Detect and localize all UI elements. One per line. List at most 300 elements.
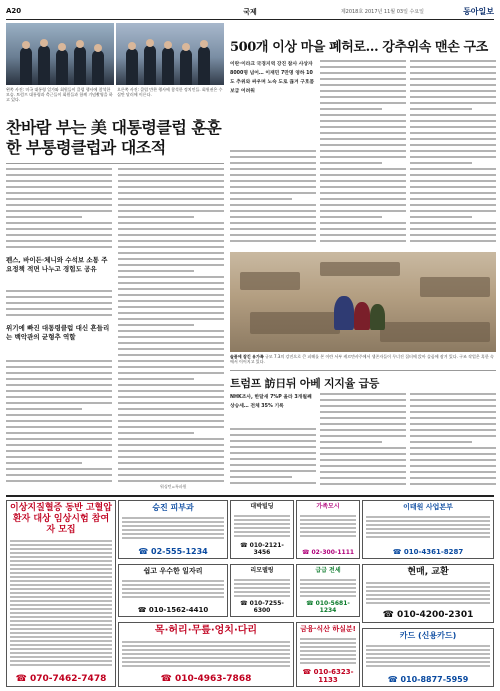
ad-fine-print — [366, 598, 490, 600]
ad-fine-print — [122, 580, 224, 582]
text-line — [230, 440, 316, 442]
ad-fine-print — [234, 535, 290, 537]
ad-phone: ☎ 010-4963-7868 — [160, 674, 252, 684]
text-line — [410, 483, 496, 485]
ad-fine-print — [234, 587, 290, 589]
ad-fine-print — [366, 532, 490, 534]
ad-title: 금융·식산 하실분! — [300, 625, 356, 633]
text-line — [6, 234, 112, 236]
text-line — [6, 198, 112, 200]
ad-fine-print — [122, 529, 224, 531]
text-line — [320, 198, 406, 200]
ad-fine-print — [366, 520, 490, 522]
photo-presidents-club — [6, 23, 114, 85]
ad-fine-print — [122, 649, 290, 651]
ad-fine-print — [10, 608, 112, 610]
text-line — [118, 336, 224, 338]
text-line — [230, 482, 316, 484]
ad-title: 급급 전세 — [315, 567, 341, 574]
ad-fine-print — [300, 531, 356, 533]
text-line — [410, 234, 496, 236]
text-line — [410, 453, 496, 455]
second-body-col-3 — [410, 393, 496, 490]
text-line — [118, 360, 224, 362]
text-line — [118, 204, 224, 206]
text-line — [118, 444, 224, 446]
ad-fine-print — [10, 664, 112, 666]
text-line — [118, 408, 224, 410]
text-line — [230, 180, 316, 182]
text-line — [320, 210, 406, 212]
text-line — [410, 204, 496, 206]
text-line — [6, 480, 112, 482]
ad-phone: ☎ 010-7255-6300 — [240, 600, 284, 614]
text-line — [230, 458, 316, 460]
text-line — [118, 282, 224, 284]
ad-fine-print — [234, 515, 290, 517]
text-line — [320, 114, 406, 116]
text-line — [320, 453, 406, 455]
text-line — [118, 264, 224, 266]
ad-fine-print — [122, 588, 224, 590]
text-line — [320, 168, 406, 170]
text-line — [410, 60, 496, 62]
text-line — [230, 446, 316, 448]
text-line — [320, 234, 406, 236]
ad-fine-print — [122, 537, 224, 539]
text-line — [320, 465, 406, 467]
text-line — [410, 90, 496, 92]
text-line — [320, 162, 382, 164]
ad-fine-print — [10, 596, 112, 598]
ad-fine-print — [10, 592, 112, 594]
newspaper-logo: 동아일보 — [463, 6, 494, 16]
text-line — [118, 294, 224, 296]
ad-fine-print — [10, 548, 112, 550]
text-line — [6, 450, 112, 452]
ad-box — [118, 622, 294, 687]
ad-phone: ☎ 02-300-1111 — [301, 549, 355, 556]
text-line — [410, 102, 496, 104]
ad-fine-print — [10, 636, 112, 638]
text-line — [6, 384, 112, 386]
text-line — [6, 444, 112, 446]
text-line — [230, 464, 316, 466]
ad-fine-print — [122, 657, 290, 659]
ad-fine-print — [300, 583, 356, 585]
text-line — [118, 228, 224, 230]
text-line — [320, 405, 406, 407]
text-line — [118, 312, 224, 314]
text-line — [6, 438, 112, 440]
text-line — [320, 477, 406, 479]
text-line — [118, 384, 224, 386]
text-line — [118, 180, 224, 182]
ad-fine-print — [366, 602, 490, 604]
text-line — [410, 162, 472, 164]
text-line — [320, 132, 406, 134]
right-body-col-3 — [410, 60, 496, 248]
ad-fine-print — [122, 641, 290, 643]
ad-fine-print — [300, 587, 356, 589]
ad-fine-print — [300, 579, 356, 581]
text-line — [118, 270, 194, 272]
text-line — [410, 423, 496, 425]
text-line — [320, 144, 406, 146]
text-line — [320, 156, 406, 158]
text-line — [6, 420, 112, 422]
text-line — [6, 462, 82, 464]
ad-box — [296, 622, 360, 687]
ad-fine-print — [10, 628, 112, 630]
text-line — [230, 210, 316, 212]
text-line — [230, 162, 316, 164]
ad-fine-print — [10, 588, 112, 590]
text-line — [118, 186, 224, 188]
text-line — [118, 396, 224, 398]
text-line — [6, 246, 112, 248]
text-line — [320, 66, 406, 68]
text-line — [6, 408, 82, 410]
ad-fine-print — [122, 653, 290, 655]
text-line — [320, 240, 406, 242]
text-line — [320, 429, 406, 431]
text-line — [410, 210, 496, 212]
text-line — [320, 423, 406, 425]
text-line — [230, 228, 316, 230]
second-body-col-2 — [320, 393, 406, 490]
left-body-col-2 — [118, 168, 224, 490]
text-line — [410, 399, 496, 401]
left-photo-row — [6, 23, 224, 85]
text-line — [410, 441, 472, 443]
text-line — [118, 246, 224, 248]
text-line — [230, 476, 292, 478]
earthquake-photo-caption — [230, 354, 496, 366]
divider — [230, 370, 496, 371]
text-line — [118, 456, 224, 458]
ad-fine-print — [366, 528, 490, 530]
ad-title: 승진 피부과 — [152, 503, 194, 512]
text-line — [320, 483, 406, 485]
text-line — [6, 222, 112, 224]
text-line — [6, 186, 112, 188]
ad-fine-print — [122, 584, 224, 586]
ad-fine-print — [300, 658, 356, 660]
ad-phone: ☎ 010-2121-3456 — [240, 542, 284, 556]
ad-phone: ☎ 070-7462-7478 — [15, 674, 107, 684]
ad-fine-print — [366, 582, 490, 584]
earthquake-photo — [230, 252, 496, 352]
right-headline: 500개 이상 마을 폐허로… 강추위속 맨손 구조 — [230, 40, 488, 55]
ad-fine-print — [234, 531, 290, 533]
text-line — [410, 138, 496, 140]
caption-title: 슬픔에 잠긴 유가족 — [230, 354, 264, 359]
text-line — [118, 234, 224, 236]
second-headline: 트럼프 訪日뒤 아베 지지율 급등 — [230, 377, 380, 390]
ad-box — [118, 500, 228, 559]
left-body-col-1b — [6, 290, 112, 320]
ad-fine-print — [366, 586, 490, 588]
ad-box — [118, 564, 228, 617]
text-line — [6, 360, 112, 362]
text-line — [410, 168, 496, 170]
text-line — [410, 96, 496, 98]
text-line — [118, 342, 224, 344]
text-line — [230, 156, 316, 158]
ad-fine-print — [10, 580, 112, 582]
text-line — [410, 150, 496, 152]
text-line — [410, 186, 496, 188]
text-line — [118, 426, 224, 428]
ad-fine-print — [234, 579, 290, 581]
text-line — [320, 120, 406, 122]
text-line — [320, 447, 406, 449]
text-line — [6, 402, 112, 404]
ad-fine-print — [300, 591, 356, 593]
text-line — [118, 252, 224, 254]
text-line — [118, 462, 224, 464]
ad-fine-print — [10, 660, 112, 662]
ad-fine-print — [10, 584, 112, 586]
ad-fine-print — [300, 650, 356, 652]
text-line — [118, 306, 224, 308]
ad-box — [296, 564, 360, 617]
text-line — [6, 174, 112, 176]
text-line — [410, 411, 496, 413]
ad-title: 목·허리·무릎·엉치·다리 — [154, 625, 258, 636]
text-line — [320, 174, 406, 176]
ad-fine-print — [10, 644, 112, 646]
text-line — [320, 222, 406, 224]
second-body-col-1 — [230, 428, 316, 490]
text-line — [6, 426, 112, 428]
ad-fine-print — [10, 564, 112, 566]
ad-fine-print — [10, 568, 112, 570]
left-photo-captions — [6, 87, 224, 107]
ad-fine-print — [10, 576, 112, 578]
text-line — [410, 156, 496, 158]
ad-title: 이태원 사업본부 — [403, 503, 453, 511]
text-line — [410, 216, 472, 218]
ad-fine-print — [10, 556, 112, 558]
ad-phone: ☎ 010-5681-1234 — [306, 600, 350, 614]
text-line — [320, 60, 406, 62]
ad-box — [230, 564, 294, 617]
ad-fine-print — [366, 653, 490, 655]
text-line — [320, 192, 406, 194]
text-line — [118, 222, 224, 224]
text-line — [410, 84, 496, 86]
ad-title: 이상지질혈증 동반 고혈압 환자 대상 임상시험 참여자 모집 — [10, 503, 112, 535]
text-line — [320, 411, 406, 413]
text-line — [320, 96, 406, 98]
ad-phone: ☎ 010-4200-2301 — [382, 610, 474, 620]
ad-title: 대박빌딩 — [250, 503, 274, 510]
text-line — [410, 405, 496, 407]
text-line — [6, 414, 112, 416]
ad-fine-print — [300, 642, 356, 644]
second-subhead: NHK조사, 한달새 7%P 올라 3개월째 상승세… 전체 35% 기록 — [230, 395, 312, 409]
ad-fine-print — [122, 661, 290, 663]
text-line — [410, 66, 496, 68]
text-line — [118, 366, 224, 368]
ad-fine-print — [234, 527, 290, 529]
photo-caption-left: 왼쪽 사진: 미국 대통령 일가와 회원들이 클럽 행사에 참석한 모습. 트럼프 대통령과 측근들이 회원들과 함께 기념촬영을 하고 있다. — [6, 87, 113, 102]
text-line — [118, 420, 224, 422]
text-line — [118, 168, 224, 170]
text-line — [230, 452, 316, 454]
ad-box — [230, 500, 294, 559]
text-line — [320, 435, 406, 437]
ad-fine-print — [366, 649, 490, 651]
text-line — [320, 441, 382, 443]
text-line — [320, 138, 406, 140]
text-line — [410, 198, 496, 200]
ad-fine-print — [366, 590, 490, 592]
text-line — [410, 180, 496, 182]
text-line — [320, 186, 406, 188]
ad-phone: ☎ 010-8877-5959 — [387, 675, 469, 684]
text-line — [6, 240, 112, 242]
text-line — [6, 290, 112, 292]
text-line — [6, 456, 112, 458]
text-line — [6, 296, 112, 298]
text-line — [6, 314, 112, 316]
ad-fine-print — [10, 616, 112, 618]
text-line — [320, 78, 406, 80]
text-line — [230, 204, 316, 206]
ad-fine-print — [10, 560, 112, 562]
text-line — [230, 434, 316, 436]
classified-ads — [6, 495, 494, 685]
text-line — [118, 402, 224, 404]
ad-fine-print — [10, 640, 112, 642]
text-line — [410, 72, 496, 74]
page-number: A20 — [6, 7, 22, 15]
ad-fine-print — [10, 540, 112, 542]
right-body-col-1 — [230, 150, 316, 248]
text-line — [118, 450, 224, 452]
text-line — [118, 354, 224, 356]
ad-fine-print — [300, 535, 356, 537]
ad-fine-print — [10, 632, 112, 634]
text-line — [6, 308, 112, 310]
text-line — [6, 216, 82, 218]
ad-title: 현매, 교환 — [407, 567, 449, 577]
ad-box — [6, 500, 116, 687]
text-line — [6, 372, 112, 374]
text-line — [6, 210, 112, 212]
text-line — [410, 471, 496, 473]
text-line — [6, 180, 112, 182]
text-line — [320, 150, 406, 152]
ad-fine-print — [366, 536, 490, 538]
text-line — [118, 438, 224, 440]
text-line — [118, 468, 224, 470]
text-line — [320, 204, 406, 206]
ad-fine-print — [300, 638, 356, 640]
ad-box — [362, 500, 494, 559]
ad-fine-print — [366, 661, 490, 663]
ad-fine-print — [300, 523, 356, 525]
text-line — [118, 174, 224, 176]
text-line — [230, 222, 316, 224]
ad-fine-print — [234, 591, 290, 593]
text-line — [6, 474, 112, 476]
text-line — [320, 471, 406, 473]
text-line — [230, 186, 316, 188]
text-line — [320, 108, 382, 110]
text-line — [410, 429, 496, 431]
photo-vice-presidents-club — [116, 23, 224, 85]
text-line — [320, 180, 406, 182]
text-line — [410, 114, 496, 116]
text-line — [118, 480, 224, 482]
text-line — [118, 348, 224, 350]
ad-fine-print — [366, 657, 490, 659]
ad-fine-print — [234, 519, 290, 521]
text-line — [230, 150, 316, 152]
text-line — [230, 234, 316, 236]
text-line — [6, 432, 112, 434]
ad-fine-print — [122, 521, 224, 523]
text-line — [6, 168, 112, 170]
text-line — [118, 192, 224, 194]
text-line — [410, 477, 496, 479]
ad-fine-print — [122, 645, 290, 647]
ad-phone: ☎ 010-1562-4410 — [137, 606, 209, 614]
ad-fine-print — [122, 596, 224, 598]
text-line — [6, 396, 112, 398]
dateline: 제2018호 2017년 11월 03일 수요일 — [340, 9, 424, 15]
text-line — [320, 228, 406, 230]
text-line — [118, 210, 224, 212]
text-line — [118, 330, 224, 332]
text-line — [320, 399, 406, 401]
text-line — [410, 126, 496, 128]
text-line — [320, 417, 406, 419]
text-line — [410, 393, 496, 395]
ad-fine-print — [366, 516, 490, 518]
ad-fine-print — [366, 645, 490, 647]
text-line — [230, 216, 316, 218]
text-line — [320, 459, 406, 461]
ad-title: 카드 (신용카드) — [399, 631, 457, 640]
ad-fine-print — [300, 519, 356, 521]
ad-phone: ☎ 010-4361-8287 — [392, 548, 464, 556]
ad-fine-print — [10, 624, 112, 626]
ad-fine-print — [300, 654, 356, 656]
text-line — [320, 90, 406, 92]
ad-phone: ☎ 02-555-1234 — [138, 547, 208, 556]
ad-box — [296, 500, 360, 559]
ad-box — [362, 628, 494, 687]
right-subhead: 이란·이라크 국경지역 강진 참사 사상자 8000명 넘어… 이재민 7만명 영하 10도 추위와 싸우며 노숙 도로 끊겨 구호품 보급 어려워 — [230, 62, 315, 94]
ad-fine-print — [10, 552, 112, 554]
ad-fine-print — [300, 595, 356, 597]
ad-fine-print — [10, 620, 112, 622]
ad-fine-print — [366, 665, 490, 667]
left-body-col-1c — [6, 360, 112, 490]
text-line — [230, 168, 316, 170]
text-line — [118, 378, 194, 380]
text-line — [410, 459, 496, 461]
ad-fine-print — [300, 527, 356, 529]
text-line — [410, 78, 496, 80]
ad-title: 쉽고 우수한 일자리 — [143, 567, 203, 575]
text-line — [6, 378, 112, 380]
